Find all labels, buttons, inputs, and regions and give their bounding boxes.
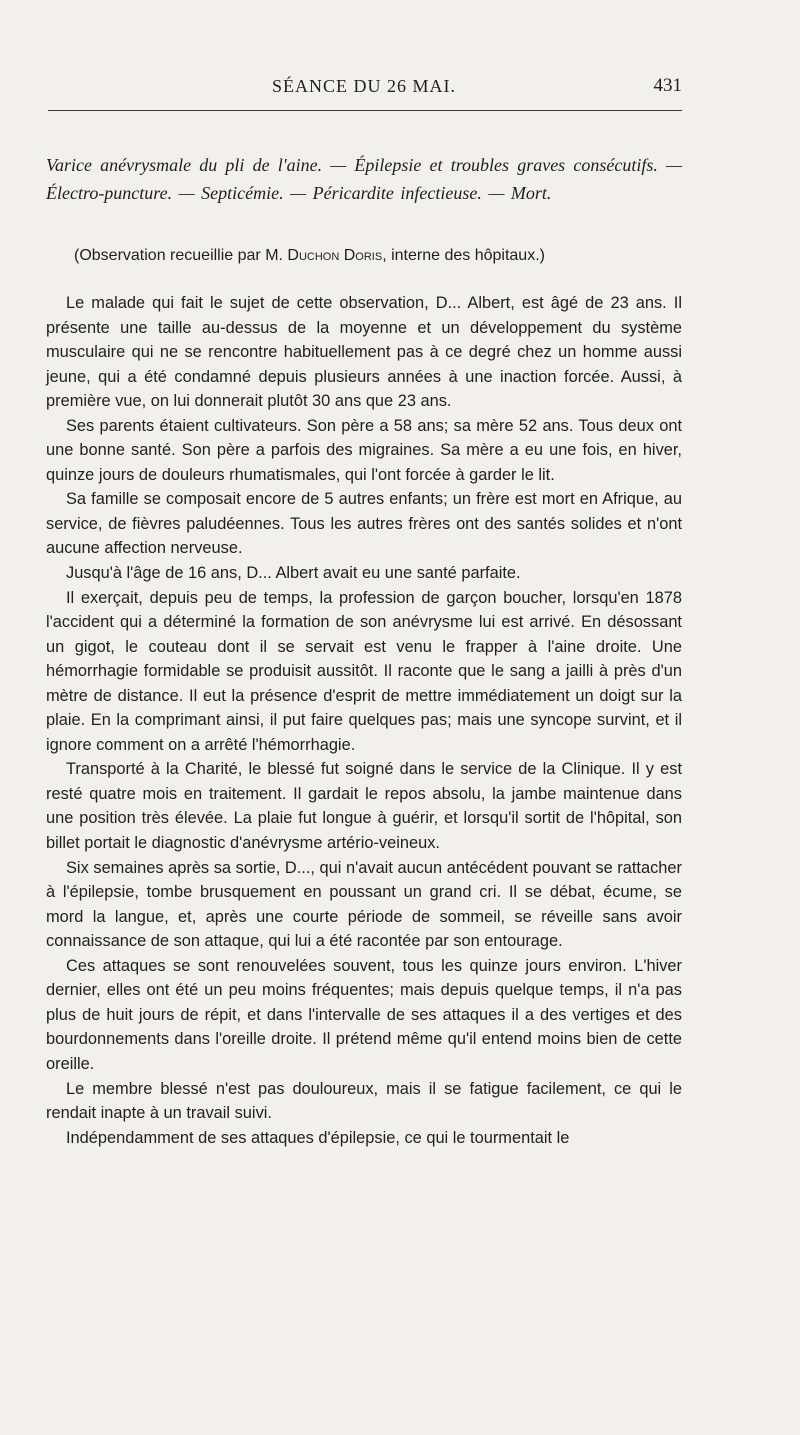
- running-header: [46, 74, 682, 98]
- body-text: [46, 291, 682, 1150]
- header-title: SÉANCE DU 26 MAI.: [271, 76, 456, 96]
- paragraph: Jusqu'à l'âge de 16 ans, D... Albert avait eu une santé parfaite.: [66, 564, 521, 583]
- paragraph: Transporté à la Charité, le blessé fut soigné dans le service de la Clinique. Il y est resté quatre mois en traitement. Il gardait le repos absolu, la jambe maintenue dans une position très élevée. La plaie fut longue à guérir, et lorsqu'il sortit de l'hôpital, son billet portait le diagnostic d'anévrysme artério-veineux.: [46, 760, 682, 853]
- byline: [74, 244, 684, 268]
- paragraph: Six semaines après sa sortie, D..., qui n'avait aucun antécédent pouvant se rattacher à l'épilepsie, tombe brusquement en poussant un grand cri. Il se débat, écume, se mord la langue, et, après une courte période de sommeil, se réveille sans avoir connaissance de son attaque, qui lui a été racontée par son entourage.: [46, 858, 682, 951]
- paragraph: Indépendamment de ses attaques d'épilepsie, ce qui le tourmentait le: [66, 1128, 570, 1147]
- byline-author: Duchon Doris: [287, 247, 383, 264]
- page-number: 431: [653, 75, 682, 96]
- paragraph: Le malade qui fait le sujet de cette observation, D... Albert, est âgé de 23 ans. Il présente une taille au-dessus de la moyenne et un développement du système musculaire qui ne se rencontre habituellement pas à ce degré chez un homme aussi jeune, qui a été condamné depuis plusieurs années à une inaction forcée. Aussi, à première vue, on lui donnerait plutôt 30 ans que 23 ans.: [46, 294, 682, 411]
- byline-suffix: , interne des hôpitaux.): [382, 247, 545, 264]
- header-rule: [48, 110, 682, 111]
- article-title: Varice anévrysmale du pli de l'aine. — Épilepsie et troubles graves consécutifs. — Électro-puncture. — Septicémie. — Péricardite infectieuse. — Mort.: [46, 155, 682, 203]
- paragraph: Ses parents étaient cultivateurs. Son père a 58 ans; sa mère 52 ans. Tous deux ont une bonne santé. Son père a parfois des migraines. Sa mère a eu une fois, en hiver, quinze jours de douleurs rhumatismales, qui l'ont forcée à garder le lit.: [46, 416, 682, 484]
- paragraph: Sa famille se composait encore de 5 autres enfants; un frère est mort en Afrique, au service, de fièvres paludéennes. Tous les autres frères ont des santés solides et n'ont aucune affection nerveuse.: [46, 490, 682, 558]
- byline-prefix: (Observation recueillie par M.: [74, 247, 283, 264]
- paragraph: Il exerçait, depuis peu de temps, la profession de garçon boucher, lorsqu'en 1878 l'accident qui a déterminé la formation de son anévrysme lui est arrivé. En désossant un gigot, le couteau dont il se servait est venu le frapper à l'aine droite. Une hémorrhagie formidable se produisit aussitôt. Il raconte que le sang a jailli à près d'un mètre de distance. Il eut la présence d'esprit de mettre immédiatement un doigt sur la plaie. En la comprimant ainsi, il put faire quelques pas; mais une syncope survint, et il ignore comment on a arrêté l'hémorrhagie.: [46, 588, 682, 754]
- paragraph: Ces attaques se sont renouvelées souvent, tous les quinze jours environ. L'hiver dernier, elles ont été un peu moins fréquentes; mais depuis quelque temps, il n'a pas plus de huit jours de répit, et dans l'intervalle de ses attaques il a des vertiges et des bourdonnements dans l'oreille droite. Il prétend même qu'il entend moins bien de cette oreille.: [46, 956, 682, 1073]
- paragraph: Le membre blessé n'est pas douloureux, mais il se fatigue facilement, ce qui le rendait inapte à un travail suivi.: [46, 1079, 682, 1123]
